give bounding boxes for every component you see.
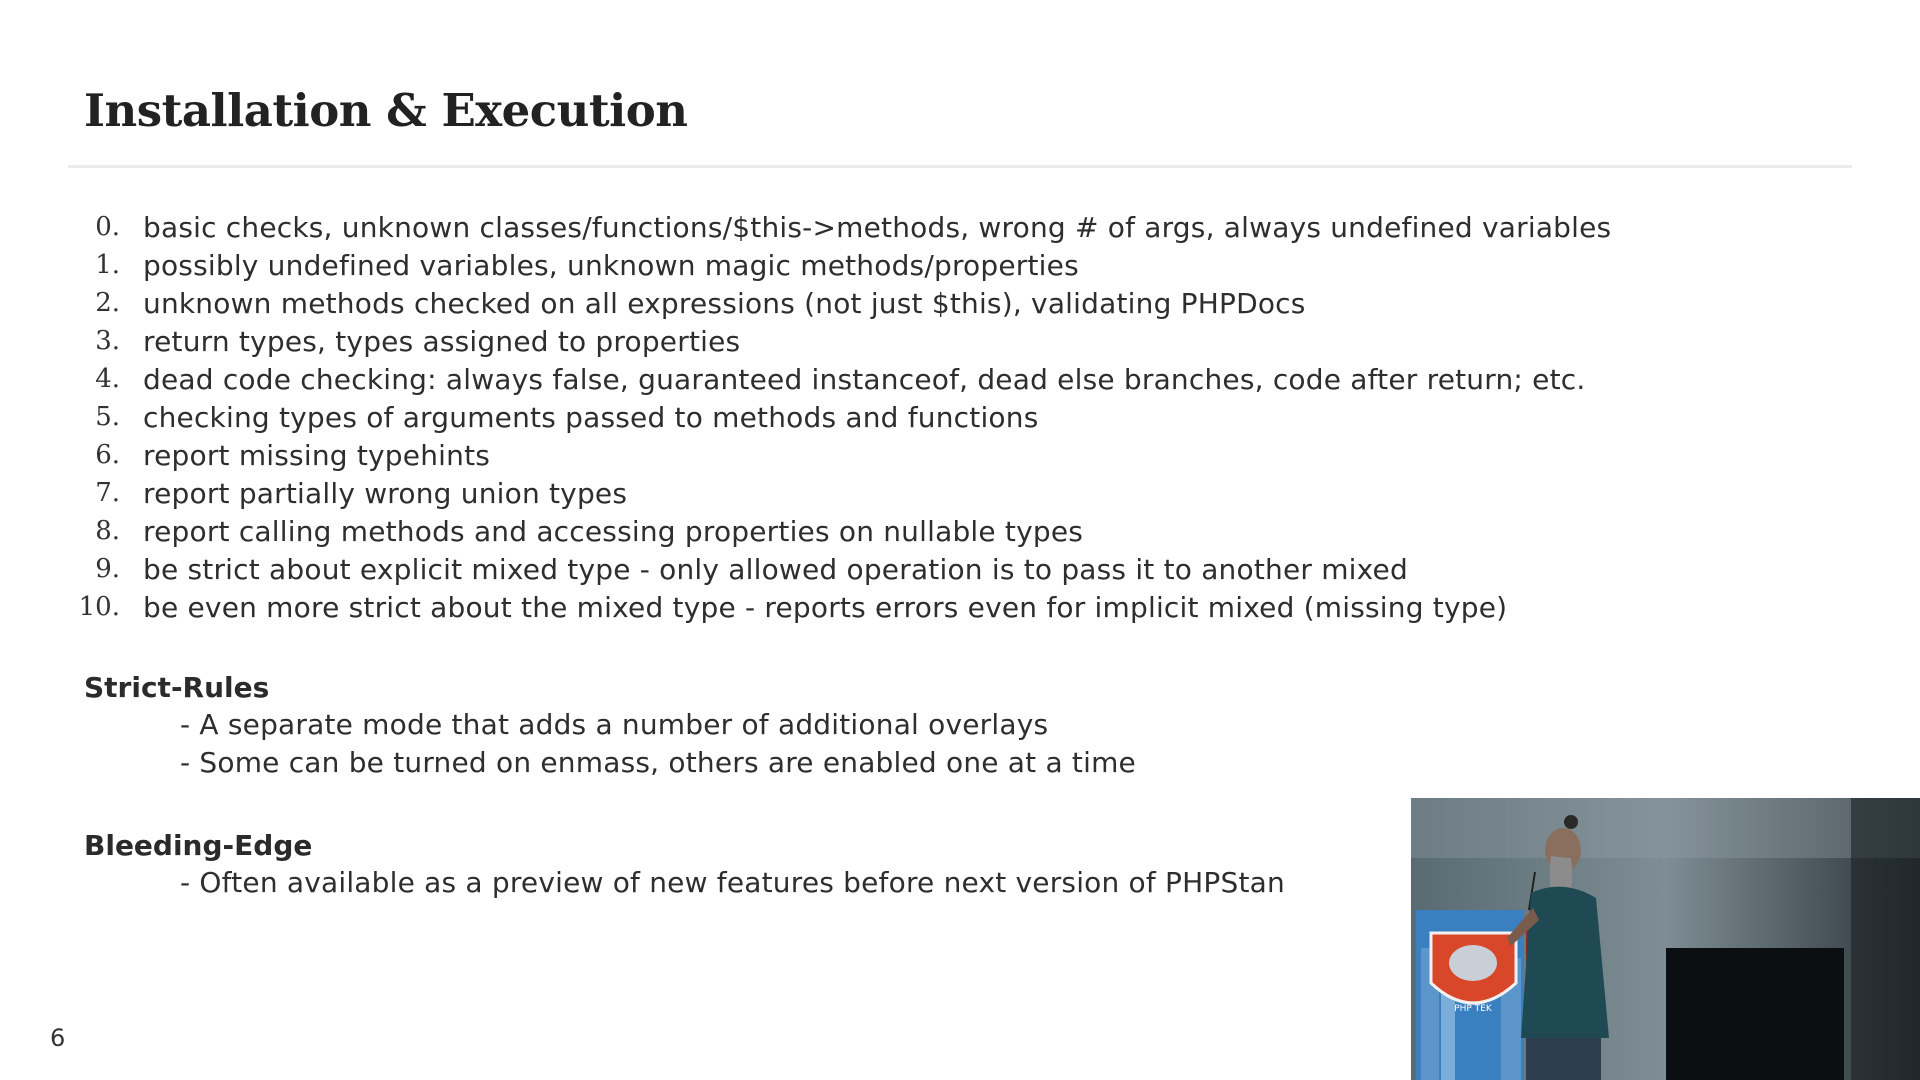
- list-text: basic checks, unknown classes/functions/$this->methods, wrong # of args, always undefined variables: [143, 210, 1612, 244]
- dark-wall: [1851, 798, 1920, 1080]
- page-number: 6: [50, 1024, 66, 1052]
- list-text: possibly undefined variables, unknown magic methods/properties: [143, 248, 1079, 282]
- list-item: [60, 398, 1611, 436]
- list-item: [60, 322, 1611, 360]
- list-text: dead code checking: always false, guaranteed instanceof, dead else branches, code after return; etc.: [143, 362, 1586, 396]
- list-number: 7.: [95, 478, 120, 508]
- strict-rules-heading: Strict-Rules: [84, 671, 270, 704]
- speaker-video-inset: [1411, 798, 1920, 1080]
- list-text: be strict about explicit mixed type - only allowed operation is to pass it to another mixed: [143, 552, 1408, 586]
- list-number: 0.: [95, 212, 120, 242]
- list-number: 3.: [95, 326, 120, 356]
- list-item: [60, 246, 1611, 284]
- list-text: checking types of arguments passed to methods and functions: [143, 400, 1039, 434]
- tv-screen: [1666, 948, 1844, 1080]
- list-number: 2.: [95, 288, 120, 318]
- list-item: [60, 360, 1611, 398]
- list-number: 4.: [95, 364, 120, 394]
- list-number: 8.: [95, 516, 120, 546]
- list-text: return types, types assigned to properties: [143, 324, 741, 358]
- list-item: [60, 512, 1611, 550]
- list-text: report calling methods and accessing properties on nullable types: [143, 514, 1084, 548]
- list-item: [60, 208, 1611, 246]
- list-text: be even more strict about the mixed type - reports errors even for implicit mixed (missing type): [143, 590, 1508, 624]
- bleeding-edge-bullet: - Often available as a preview of new features before next version of PHPStan: [180, 866, 1285, 899]
- list-number: 5.: [95, 402, 120, 432]
- list-item: [60, 588, 1611, 626]
- list-number: 1.: [95, 250, 120, 280]
- list-item: [60, 436, 1611, 474]
- list-number: 6.: [95, 440, 120, 470]
- list-text: unknown methods checked on all expressions (not just $this), validating PHPDocs: [143, 286, 1306, 320]
- list-text: report partially wrong union types: [143, 476, 628, 510]
- rule-levels-list: [60, 208, 1611, 626]
- ceiling-light: [1411, 798, 1920, 858]
- strict-rules-bullet: - Some can be turned on enmass, others are enabled one at a time: [180, 746, 1136, 779]
- list-number: 9.: [95, 554, 120, 584]
- list-item: [60, 284, 1611, 322]
- strict-rules-bullet: - A separate mode that adds a number of additional overlays: [180, 708, 1049, 741]
- list-text: report missing typehints: [143, 438, 491, 472]
- list-number: 10.: [78, 592, 120, 622]
- slide-title: Installation & Execution: [84, 84, 688, 137]
- title-divider: [68, 165, 1852, 168]
- list-item: [60, 550, 1611, 588]
- bleeding-edge-heading: Bleeding-Edge: [84, 829, 313, 862]
- list-item: [60, 474, 1611, 512]
- logo-text: PHP TEK: [1454, 1004, 1492, 1014]
